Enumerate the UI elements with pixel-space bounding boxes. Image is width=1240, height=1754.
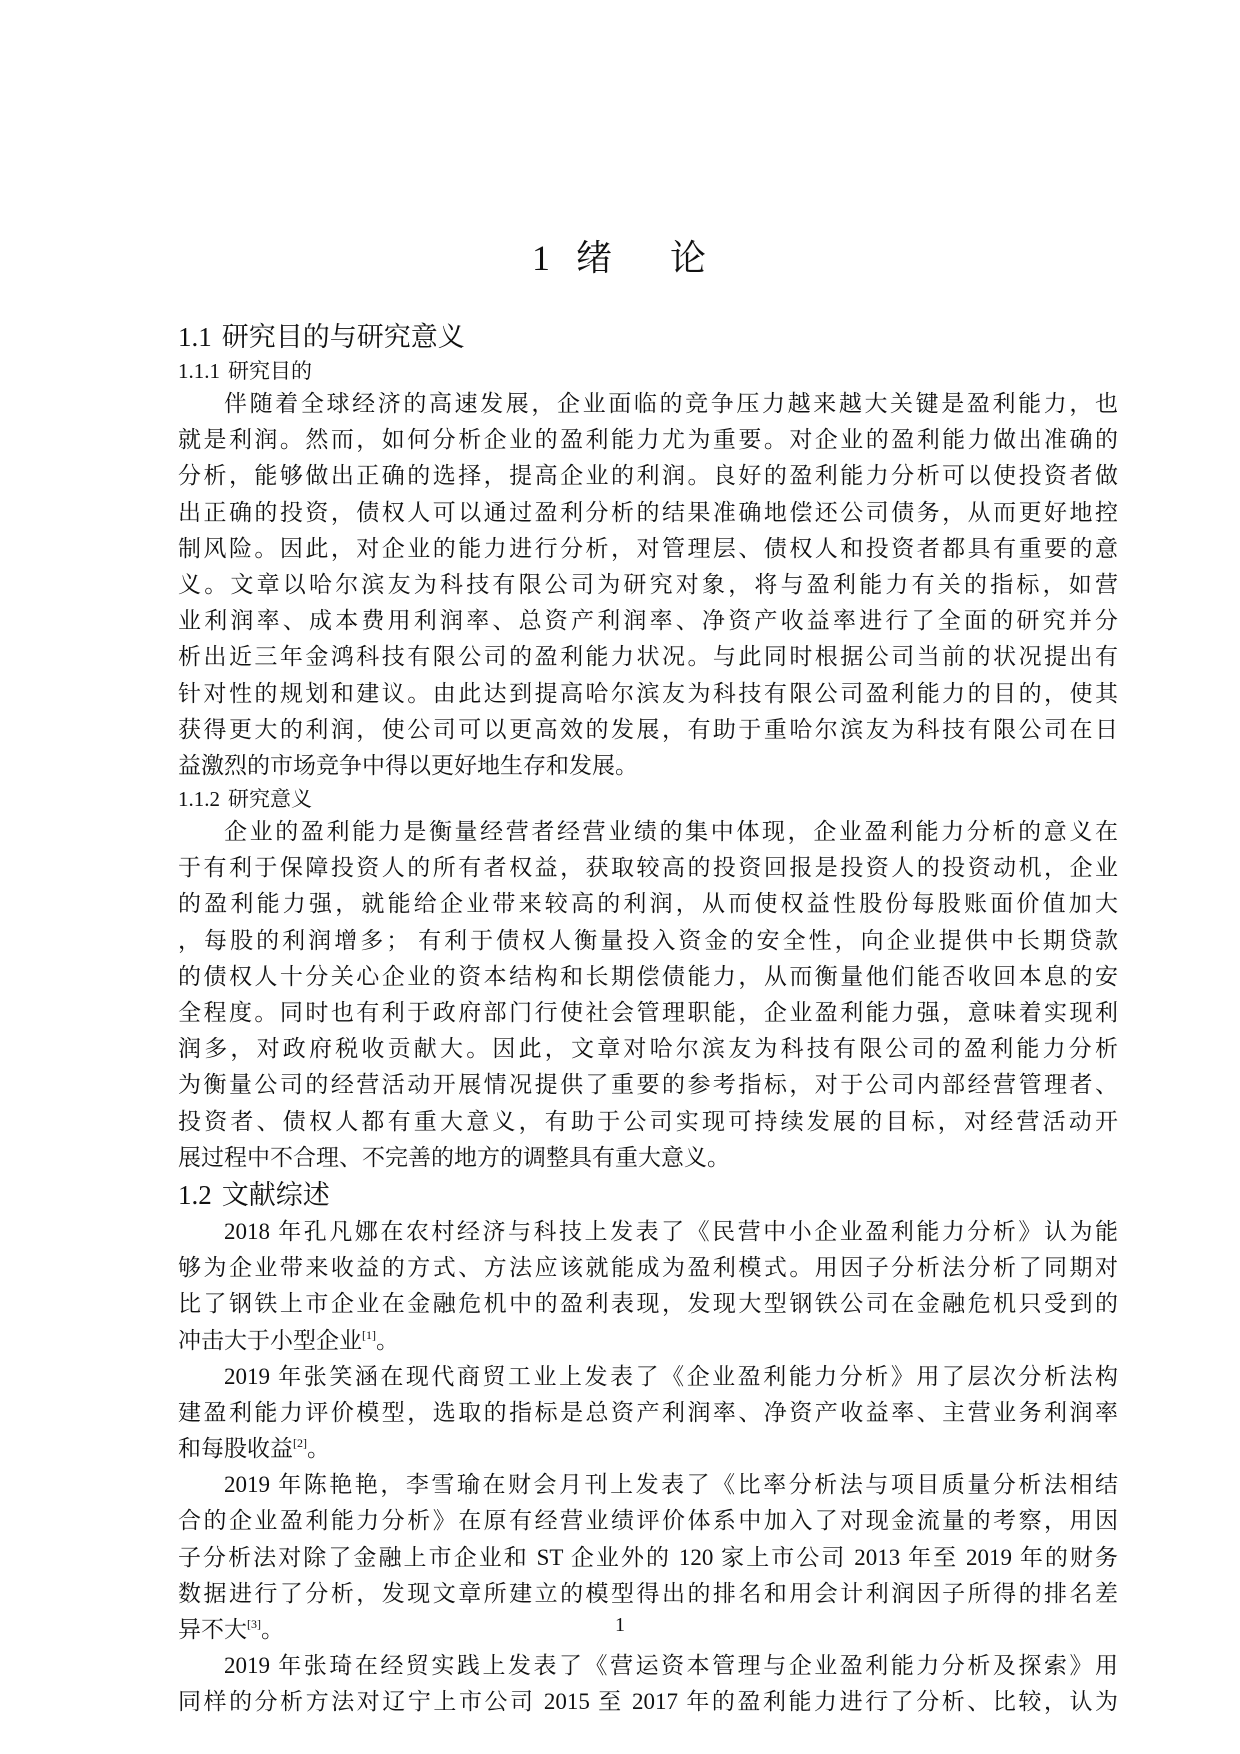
page-number: 1 — [615, 1614, 625, 1636]
text-line: 够为企业带来收益的方式、方法应该就能成为盈利模式。用因子分析法分析了同期对 — [178, 1255, 1118, 1281]
text-line — [178, 1323, 1118, 1359]
text-line: 益激烈的市场竞争中得以更好地生存和发展。 — [178, 752, 638, 778]
text-line: 业利润率、成本费用利润率、总资产利润率、净资产收益率进行了全面的研究并分 — [178, 608, 1118, 634]
text-line: 2019 年陈艳艳，李雪瑜在财会月刊上发表了《比率分析法与项目质量分析法相结 — [224, 1472, 1118, 1498]
text-line: 企业的盈利能力是衡量经营者经营业绩的集中体现，企业盈利能力分析的意义在 — [224, 819, 1118, 845]
section-number: 1.2 — [178, 1179, 212, 1210]
paragraph-literature-2 — [178, 1359, 1118, 1468]
text-line — [178, 1431, 1118, 1467]
section-number: 1.1 — [178, 322, 212, 352]
text-line: 针对性的规划和建议。由此达到提高哈尔滨友为科技有限公司盈利能力的目的，使其 — [178, 680, 1118, 706]
paragraph-literature-4 — [178, 1648, 1118, 1720]
section-title: 文献综述 — [221, 1179, 330, 1211]
section-heading-1-1-2 — [178, 784, 1118, 814]
text-line: 获得更大的利润，使公司可以更高效的发展，有助于重哈尔滨友为科技有限公司在日 — [178, 716, 1118, 742]
section-title: 研究目的与研究意义 — [221, 322, 465, 353]
text-span: 。 — [307, 1436, 330, 1462]
section-heading-1-1-1 — [178, 356, 1118, 386]
document-body — [178, 318, 1118, 1721]
text-line: 投资者、债权人都有重大意义，有助于公司实现可持续发展的目标，对经营活动开 — [178, 1108, 1118, 1134]
text-line: 于有利于保障投资人的所有者权益，获取较高的投资回报是投资人的投资动机，企业 — [178, 855, 1118, 881]
text-line: 制风险。因此，对企业的能力进行分析，对管理层、债权人和投资者都具有重要的意 — [178, 535, 1118, 561]
text-line: 为衡量公司的经营活动开展情况提供了重要的参考指标，对于公司内部经营管理者、 — [178, 1072, 1118, 1098]
citation-ref[interactable]: [2] — [293, 1436, 307, 1451]
section-number: 1.1.1 — [178, 359, 220, 383]
text-span: 异不大 — [178, 1617, 247, 1642]
chapter-title-char-2: 论 — [670, 238, 709, 278]
text-line: 伴随着全球经济的高速发展，企业面临的竞争压力越来越大关键是盈利能力，也 — [224, 391, 1118, 416]
text-line: 全程度。同时也有利于政府部门行使社会管理职能，企业盈利能力强，意味着实现利 — [178, 1000, 1118, 1025]
section-title: 研究目的 — [228, 359, 312, 383]
citation-ref[interactable]: [1] — [362, 1327, 376, 1342]
text-span: 冲击大于小型企业 — [178, 1327, 362, 1353]
text-line: 同样的分析方法对辽宁上市公司 2015 至 2017 年的盈利能力进行了分析、比较，认为 — [178, 1689, 1118, 1715]
text-line: ，每股的利润增多； 有利于债权人衡量投入资金的安全性，向企业提供中长期贷款 — [178, 927, 1118, 953]
text-line: 出正确的投资，债权人可以通过盈利分析的结果准确地偿还公司债务，从而更好地控 — [178, 499, 1118, 525]
chapter-title — [0, 236, 1240, 280]
section-heading-1-2 — [178, 1176, 1118, 1214]
citation-ref[interactable]: [3] — [247, 1617, 261, 1631]
text-line: 合的企业盈利能力分析》在原有经营业绩评价体系中加入了对现金流量的考察，用因 — [178, 1508, 1118, 1534]
text-span: 。 — [261, 1617, 284, 1642]
paragraph-research-purpose — [178, 386, 1118, 784]
text-line: 2019 年张琦在经贸实践上发表了《营运资本管理与企业盈利能力分析及探索》用 — [224, 1653, 1118, 1679]
text-line: 析出近三年金鸿科技有限公司的盈利能力状况。与此同时根据公司当前的状况提出有 — [178, 644, 1118, 670]
chapter-title-char-1: 绪 — [575, 238, 614, 278]
paragraph-research-significance — [178, 814, 1118, 1176]
section-number: 1.1.2 — [178, 787, 220, 812]
chapter-number: 1 — [531, 238, 552, 278]
section-title: 研究意义 — [228, 787, 312, 812]
text-span: 。 — [376, 1327, 399, 1353]
text-line: 义。文章以哈尔滨友为科技有限公司为研究对象，将与盈利能力有关的指标，如营 — [178, 571, 1118, 597]
text-line: 子分析法对除了金融上市企业和 ST 企业外的 120 家上市公司 2013 年至 2019 年的财务 — [178, 1544, 1118, 1570]
section-heading-1-1 — [178, 318, 1118, 356]
text-line: 比了钢铁上市企业在金融危机中的盈利表现，发现大型钢铁公司在金融危机只受到的 — [178, 1291, 1118, 1317]
text-line: 的债权人十分关心企业的资本结构和长期偿债能力，从而衡量他们能否收回本息的安 — [178, 963, 1118, 989]
text-line: 就是利润。然而，如何分析企业的盈利能力尤为重要。对企业的盈利能力做出准确的 — [178, 427, 1118, 453]
text-line: 数据进行了分析，发现文章所建立的模型得出的排名和用会计利润因子所得的排名差 — [178, 1580, 1118, 1606]
text-line: 的盈利能力强，就能给企业带来较高的利润，从而使权益性股份每股账面价值加大 — [178, 891, 1118, 917]
text-line: 分析，能够做出正确的选择，提高企业的利润。良好的盈利能力分析可以使投资者做 — [178, 463, 1118, 489]
text-line: 建盈利能力评价模型，选取的指标是总资产利润率、净资产收益率、主营业务利润率 — [178, 1399, 1118, 1425]
text-line: 2019 年张笑涵在现代商贸工业上发表了《企业盈利能力分析》用了层次分析法构 — [224, 1363, 1118, 1389]
paragraph-literature-1 — [178, 1214, 1118, 1359]
text-line: 润多，对政府税收贡献大。因此，文章对哈尔滨友为科技有限公司的盈利能力分析 — [178, 1036, 1118, 1062]
text-span: 和每股收益 — [178, 1436, 293, 1462]
text-line: 2018 年孔凡娜在农村经济与科技上发表了《民营中小企业盈利能力分析》认为能 — [224, 1218, 1118, 1244]
text-line: 展过程中不合理、不完善的地方的调整具有重大意义。 — [178, 1144, 730, 1170]
